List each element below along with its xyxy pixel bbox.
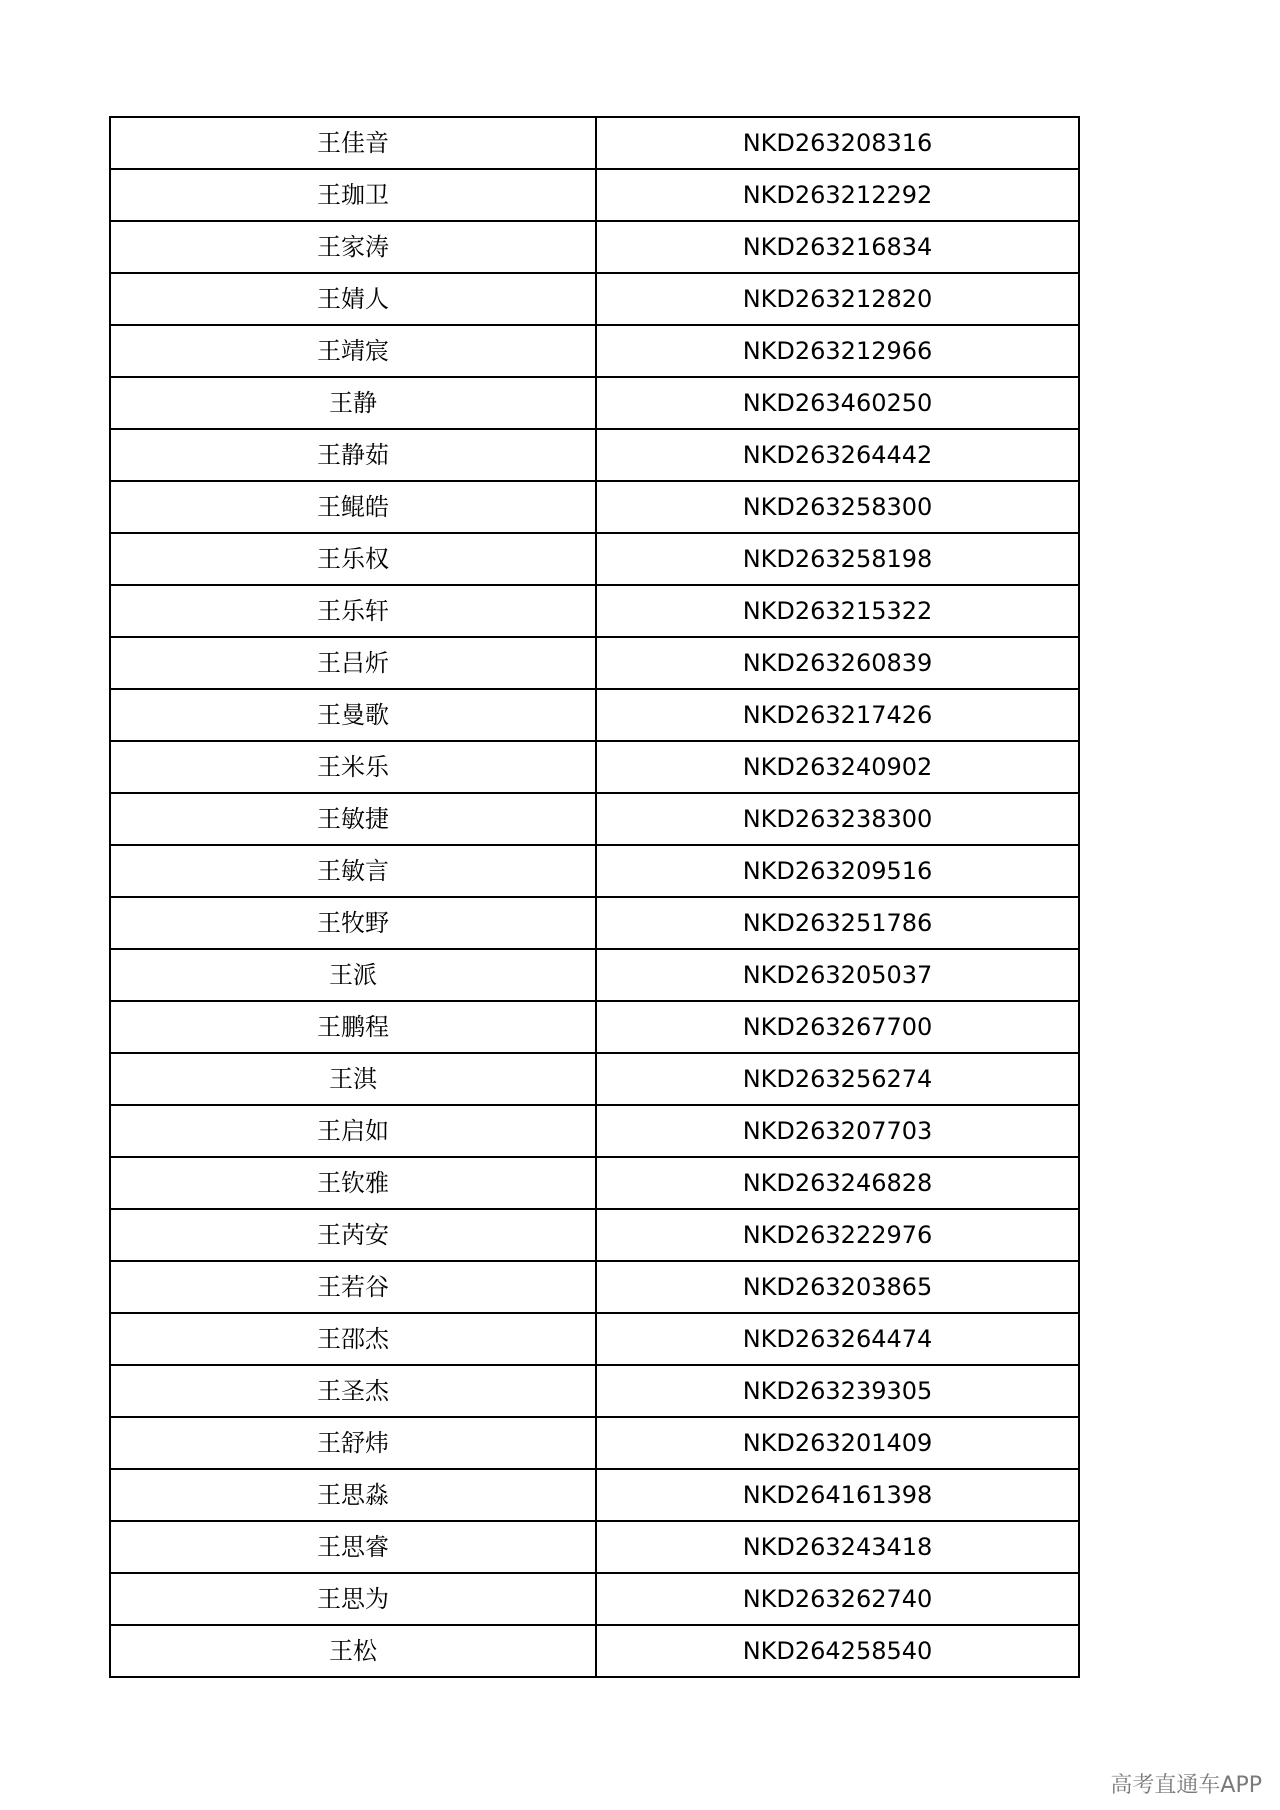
id-cell: NKD263238300	[596, 793, 1079, 845]
id-cell: NKD263205037	[596, 949, 1079, 1001]
id-cell: NKD263258300	[596, 481, 1079, 533]
name-cell: 王米乐	[110, 741, 596, 793]
name-cell: 王圣杰	[110, 1365, 596, 1417]
id-cell: NKD263240902	[596, 741, 1079, 793]
name-cell: 王思为	[110, 1573, 596, 1625]
table-row	[110, 1313, 1079, 1365]
table-row	[110, 1001, 1079, 1053]
id-cell: NKD263239305	[596, 1365, 1079, 1417]
name-cell: 王启如	[110, 1105, 596, 1157]
name-cell: 王芮安	[110, 1209, 596, 1261]
id-cell: NKD263262740	[596, 1573, 1079, 1625]
table-row	[110, 845, 1079, 897]
name-cell: 王思睿	[110, 1521, 596, 1573]
id-cell: NKD263203865	[596, 1261, 1079, 1313]
name-cell: 王鲲皓	[110, 481, 596, 533]
id-cell: NKD263251786	[596, 897, 1079, 949]
name-cell: 王鹏程	[110, 1001, 596, 1053]
id-cell: NKD263201409	[596, 1417, 1079, 1469]
name-cell: 王乐权	[110, 533, 596, 585]
table-row	[110, 117, 1079, 169]
table-row	[110, 741, 1079, 793]
id-cell: NKD263246828	[596, 1157, 1079, 1209]
name-cell: 王邵杰	[110, 1313, 596, 1365]
id-cell: NKD263222976	[596, 1209, 1079, 1261]
table-row	[110, 1521, 1079, 1573]
name-cell: 王珈卫	[110, 169, 596, 221]
table-row	[110, 1625, 1079, 1677]
table-row	[110, 1365, 1079, 1417]
name-cell: 王派	[110, 949, 596, 1001]
table-row	[110, 1469, 1079, 1521]
id-cell: NKD263256274	[596, 1053, 1079, 1105]
table-row	[110, 377, 1079, 429]
table-row	[110, 585, 1079, 637]
table-row	[110, 1157, 1079, 1209]
id-cell: NKD264161398	[596, 1469, 1079, 1521]
id-cell: NKD264258540	[596, 1625, 1079, 1677]
name-cell: 王敏捷	[110, 793, 596, 845]
name-cell: 王钦雅	[110, 1157, 596, 1209]
table-row	[110, 429, 1079, 481]
table-row	[110, 481, 1079, 533]
name-cell: 王淇	[110, 1053, 596, 1105]
table-row	[110, 221, 1079, 273]
id-cell: NKD263215322	[596, 585, 1079, 637]
id-cell: NKD263267700	[596, 1001, 1079, 1053]
id-cell: NKD263460250	[596, 377, 1079, 429]
roster-table-body	[110, 117, 1079, 1677]
id-cell: NKD263264442	[596, 429, 1079, 481]
table-row	[110, 273, 1079, 325]
roster-table	[109, 116, 1080, 1678]
id-cell: NKD263260839	[596, 637, 1079, 689]
name-cell: 王牧野	[110, 897, 596, 949]
id-cell: NKD263207703	[596, 1105, 1079, 1157]
id-cell: NKD263212820	[596, 273, 1079, 325]
table-row	[110, 325, 1079, 377]
table-row	[110, 897, 1079, 949]
id-cell: NKD263216834	[596, 221, 1079, 273]
id-cell: NKD263212292	[596, 169, 1079, 221]
table-row	[110, 689, 1079, 741]
name-cell: 王佳音	[110, 117, 596, 169]
table-row	[110, 1573, 1079, 1625]
id-cell: NKD263217426	[596, 689, 1079, 741]
table-row	[110, 1417, 1079, 1469]
table-row	[110, 949, 1079, 1001]
name-cell: 王吕炘	[110, 637, 596, 689]
name-cell: 王思淼	[110, 1469, 596, 1521]
watermark-text: 高考直通车APP	[1110, 1773, 1262, 1798]
name-cell: 王曼歌	[110, 689, 596, 741]
name-cell: 王家涛	[110, 221, 596, 273]
name-cell: 王静	[110, 377, 596, 429]
id-cell: NKD263243418	[596, 1521, 1079, 1573]
name-cell: 王敏言	[110, 845, 596, 897]
id-cell: NKD263212966	[596, 325, 1079, 377]
table-row	[110, 1105, 1079, 1157]
name-cell: 王乐轩	[110, 585, 596, 637]
table-row	[110, 637, 1079, 689]
id-cell: NKD263264474	[596, 1313, 1079, 1365]
table-row	[110, 169, 1079, 221]
table-row	[110, 1209, 1079, 1261]
table-row	[110, 1261, 1079, 1313]
name-cell: 王若谷	[110, 1261, 596, 1313]
id-cell: NKD263258198	[596, 533, 1079, 585]
table-row	[110, 793, 1079, 845]
name-cell: 王静茹	[110, 429, 596, 481]
name-cell: 王松	[110, 1625, 596, 1677]
table-row	[110, 533, 1079, 585]
table-row	[110, 1053, 1079, 1105]
name-cell: 王靖宸	[110, 325, 596, 377]
name-cell: 王舒炜	[110, 1417, 596, 1469]
name-cell: 王婧人	[110, 273, 596, 325]
id-cell: NKD263209516	[596, 845, 1079, 897]
id-cell: NKD263208316	[596, 117, 1079, 169]
